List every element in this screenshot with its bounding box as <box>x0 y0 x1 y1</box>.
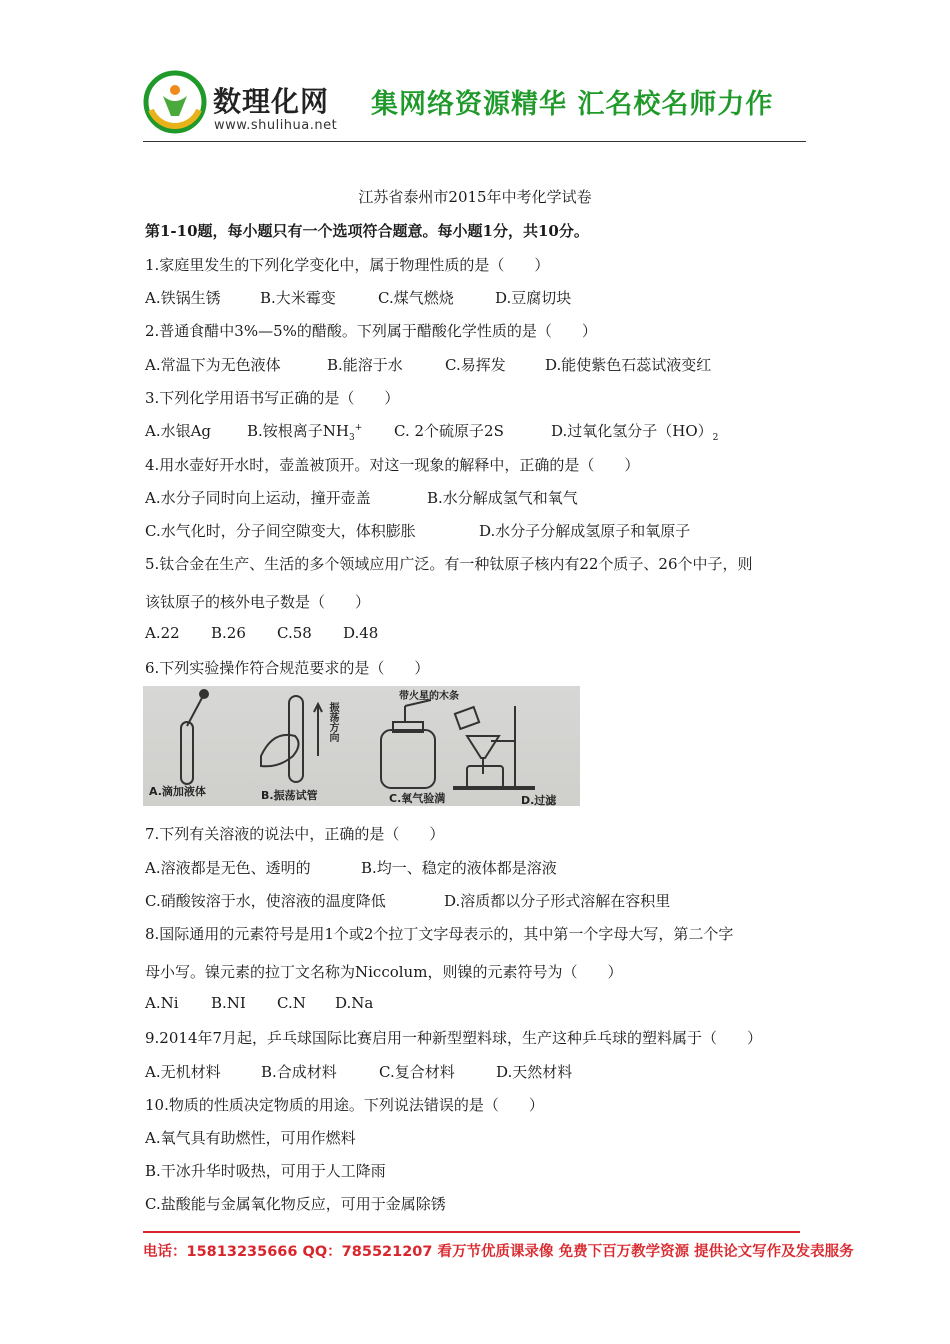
footer-contact: 电话：15813235666 QQ：785521207 看万节优质课录像 免费下百万教学资源 提供论文写作及发表服务 <box>143 1244 854 1260</box>
option-b: B.能溶于水 <box>327 356 403 374</box>
option-c: C.N <box>277 994 306 1012</box>
option-c: C.盐酸能与金属氧化物反应，可用于金属除锈 <box>145 1195 446 1213</box>
option-b: B.均一、稳定的液体都是溶液 <box>361 859 557 877</box>
option-d: D.溶质都以分子形式溶解在容积里 <box>444 892 671 910</box>
brand-url[interactable]: www.shulihua.net <box>214 118 338 133</box>
question-9-stem: 9.2014年7月起，乒乓球国际比赛启用一种新型塑料球，生产这种乒乓球的塑料属于（ ） <box>145 1029 763 1047</box>
question-3-stem: 3.下列化学用语书写正确的是（ ） <box>145 389 400 407</box>
option-c: C.煤气燃烧 <box>378 289 454 307</box>
slogan: 集网络资源精华 汇名校名师力作 <box>371 89 774 120</box>
option-d: D.Na <box>335 994 374 1012</box>
figure-label-d: D.过滤 <box>521 794 557 806</box>
figure-label-a: A.滴加液体 <box>149 785 206 798</box>
question-5-stem-cont: 该钛原子的核外电子数是（ ） <box>145 593 371 611</box>
question-1-options <box>145 287 571 308</box>
option-d: D.过氧化氢分子$(HO)_2$ <box>551 422 719 443</box>
question-3-options <box>145 420 718 443</box>
question-8-stem: 8.国际通用的元素符号是用1个或2个拉丁文字母表示的，其中第一个字母大写，第二个字 <box>145 925 734 943</box>
option-a: A.常温下为无色液体 <box>145 356 281 374</box>
option-b: B.NI <box>211 994 246 1012</box>
figure-label-shake-direction: 振荡方向 <box>327 702 338 742</box>
question-8-stem-cont: 母小写。镍元素的拉丁文名称为Niccolum，则镍的元素符号为（ ） <box>145 963 623 981</box>
option-a: A.溶液都是无色、透明的 <box>145 859 311 877</box>
option-a: A.水银Ag <box>145 422 212 440</box>
option-a: A.铁锅生锈 <box>145 289 221 307</box>
question-7-options-row1 <box>145 857 557 878</box>
option-c: C.硝酸铵溶于水，使溶液的温度降低 <box>145 892 386 910</box>
option-a: A.无机材料 <box>145 1063 221 1081</box>
question-4-options-row2 <box>145 520 690 541</box>
figure-label-b: B.振荡试管 <box>261 789 318 802</box>
question-4-stem: 4.用水壶好开水时，壶盖被顶开。对这一现象的解释中，正确的是（ ） <box>145 456 640 474</box>
option-c: C.复合材料 <box>379 1063 455 1081</box>
question-5-stem: 5.钛合金在生产、生活的多个领域应用广泛。有一种钛原子核内有22个质子、26个中子，则 <box>145 555 753 573</box>
question-7-options-row2 <box>145 890 670 911</box>
question-10-stem: 10.物质的性质决定物质的用途。下列说法错误的是（ ） <box>145 1096 544 1114</box>
option-b: B.26 <box>211 624 246 642</box>
option-a: A.氧气具有助燃性，可用作燃料 <box>145 1129 356 1147</box>
option-d: D.豆腐切块 <box>495 289 572 307</box>
page-title: 江苏省泰州市2015年中考化学试卷 <box>358 188 592 206</box>
option-a: A.Ni <box>145 994 179 1012</box>
option-c: C.58 <box>277 624 312 642</box>
figure-label-c: C.氧气验满 <box>389 792 446 805</box>
figure-label-splint: 带火星的木条 <box>399 691 459 702</box>
logo-icon <box>143 70 207 134</box>
option-b: B.合成材料 <box>261 1063 337 1081</box>
question-7-stem: 7.下列有关溶液的说法中，正确的是（ ） <box>145 825 445 843</box>
option-d: D.天然材料 <box>496 1063 573 1081</box>
footer-divider <box>143 1231 800 1233</box>
option-c: C.易挥发 <box>445 356 506 374</box>
question-2-stem: 2.普通食醋中3%—5%的醋酸。下列属于醋酸化学性质的是（ ） <box>145 322 597 340</box>
option-a: A.水分子同时向上运动，撞开壶盖 <box>145 489 371 507</box>
option-d: D.能使紫色石蕊试液变红 <box>545 356 712 374</box>
question-5-options <box>145 624 378 642</box>
section-heading: 第1-10题，每小题只有一个选项符合题意。每小题1分，共10分。 <box>145 222 589 240</box>
lab-apparatus-illustration <box>143 686 580 806</box>
question-6-stem: 6.下列实验操作符合规范要求的是（ ） <box>145 659 430 677</box>
question-8-options <box>145 994 373 1012</box>
brand-name: 数理化网 <box>213 85 330 118</box>
option-b: B.水分解成氢气和氧气 <box>427 489 578 507</box>
header-divider <box>143 141 806 142</box>
site-header <box>143 62 807 142</box>
option-d: D.水分子分解成氢原子和氧原子 <box>479 522 691 540</box>
option-d: D.48 <box>343 624 379 642</box>
option-a: A.22 <box>145 624 180 642</box>
option-b: B.铵根离子$NH_3^+$ <box>247 422 363 443</box>
question-4-options-row1 <box>145 487 578 508</box>
option-c: C. 2个硫原子2S <box>394 422 504 440</box>
experiment-figure <box>143 686 580 806</box>
option-b: B.干冰升华时吸热，可用于人工降雨 <box>145 1162 386 1180</box>
question-1-stem: 1.家庭里发生的下列化学变化中，属于物理性质的是（ ） <box>145 256 550 274</box>
question-2-options <box>145 354 711 375</box>
option-b: B.大米霉变 <box>260 289 336 307</box>
option-c: C.水气化时，分子间空隙变大，体积膨胀 <box>145 522 416 540</box>
question-9-options <box>145 1061 572 1082</box>
